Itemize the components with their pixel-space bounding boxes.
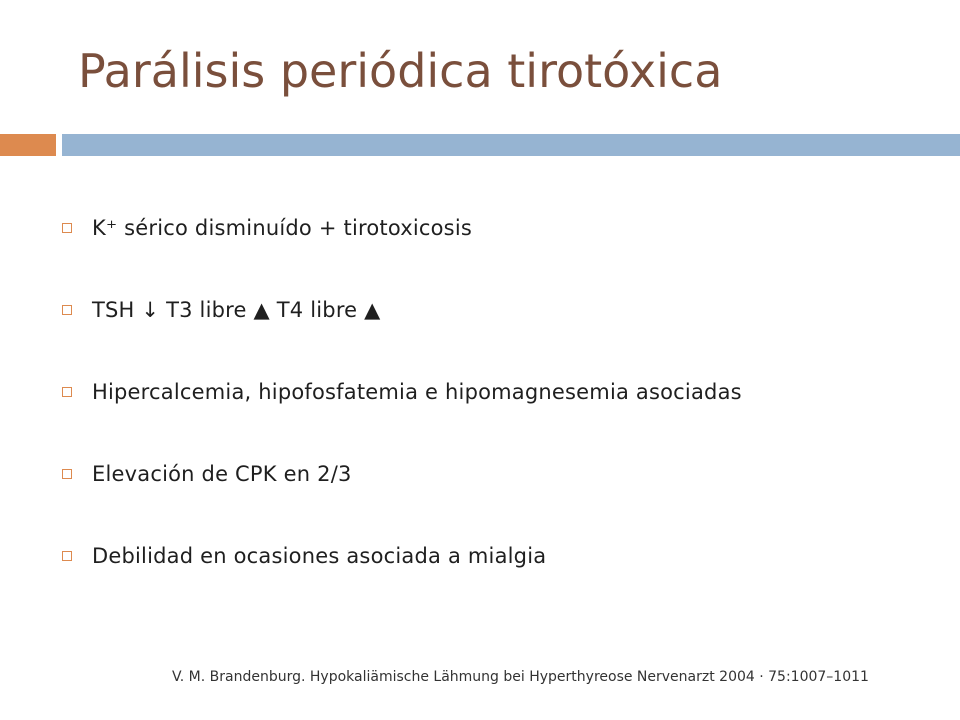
- bullet-text: K⁺ sérico disminuído + tirotoxicosis: [92, 216, 473, 240]
- accent-bar-blue: [62, 134, 960, 156]
- accent-bar-orange: [0, 134, 56, 156]
- list-item: [62, 536, 742, 576]
- bullet-text: Debilidad en ocasiones asociada a mialgia: [92, 544, 547, 568]
- list-item: [62, 372, 742, 412]
- bullet-text: Hipercalcemia, hipofosfatemia e hipomagnesemia asociadas: [92, 380, 742, 404]
- square-bullet-icon: [62, 223, 72, 233]
- slide-title: Parálisis periódica tirotóxica: [78, 44, 723, 98]
- list-item: [62, 454, 742, 494]
- bullet-text: Elevación de CPK en 2/3: [92, 462, 352, 486]
- bullet-list: [62, 208, 742, 618]
- square-bullet-icon: [62, 387, 72, 397]
- square-bullet-icon: [62, 305, 72, 315]
- square-bullet-icon: [62, 469, 72, 479]
- list-item: [62, 208, 742, 248]
- list-item: [62, 290, 742, 330]
- citation: V. M. Brandenburg. Hypokaliämische Lähmung bei Hyperthyreose Nervenarzt 2004 · 75:1007–1011: [172, 669, 869, 685]
- bullet-text: TSH ↓ T3 libre ▲ T4 libre ▲: [92, 298, 381, 322]
- square-bullet-icon: [62, 551, 72, 561]
